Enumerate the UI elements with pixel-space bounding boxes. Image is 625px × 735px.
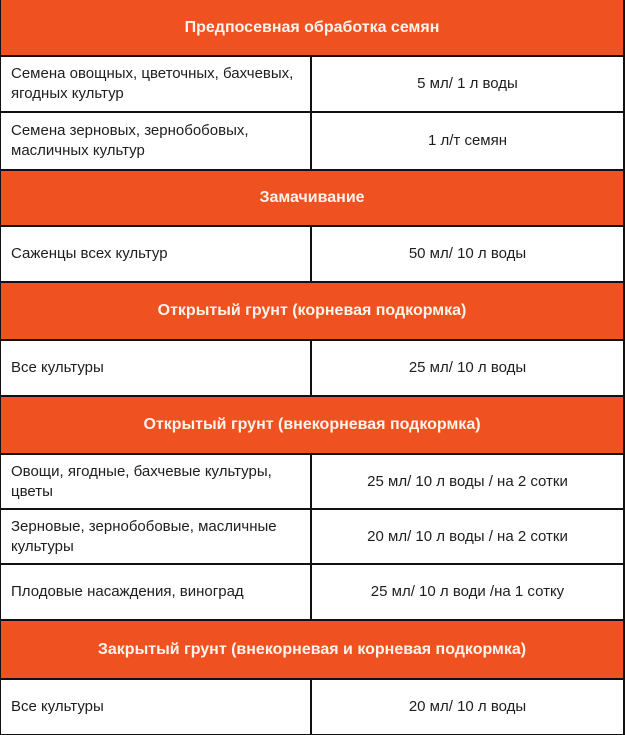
table-row bbox=[1, 680, 623, 734]
table-row bbox=[1, 565, 623, 621]
culture-cell: Все культуры bbox=[1, 341, 312, 395]
culture-cell: Зерновые, зернобобовые, масличные культуры bbox=[1, 510, 312, 563]
culture-cell: Семена овощных, цветочных, бахчевых, ягодных культур bbox=[1, 57, 312, 111]
table-row bbox=[1, 57, 623, 113]
section-header-open-ground-foliar bbox=[1, 397, 623, 455]
section-title: Закрытый грунт (внекорневая и корневая подкормка) bbox=[97, 640, 527, 658]
table-row bbox=[1, 510, 623, 565]
dose-cell: 5 мл/ 1 л воды bbox=[417, 75, 518, 92]
section-title: Замачивание bbox=[259, 189, 365, 206]
section-header-soaking bbox=[1, 171, 623, 227]
table-row bbox=[1, 341, 623, 397]
section-title: Открытый грунт (корневая подкормка) bbox=[157, 302, 467, 319]
section-header-open-ground-root bbox=[1, 283, 623, 341]
dose-cell: 1 л/т семян bbox=[427, 132, 508, 149]
dose-cell: 25 мл/ 10 л води /на 1 сотку bbox=[370, 583, 565, 600]
dose-cell: 50 мл/ 10 л воды bbox=[408, 245, 527, 262]
culture-cell: Все культуры bbox=[1, 680, 312, 734]
culture-cell: Овощи, ягодные, бахчевые культуры, цветы bbox=[1, 455, 312, 508]
dose-cell: 25 мл/ 10 л воды / на 2 сотки bbox=[367, 472, 568, 490]
table-row bbox=[1, 113, 623, 171]
table-row bbox=[1, 455, 623, 510]
dose-cell: 25 мл/ 10 л воды bbox=[408, 359, 527, 376]
culture-cell: Саженцы всех культур bbox=[1, 227, 312, 281]
section-header-seed-treatment bbox=[1, 0, 623, 57]
dose-cell: 20 мл/ 10 л воды bbox=[408, 698, 527, 715]
section-title: Открытый грунт (внекорневая подкормка) bbox=[143, 416, 481, 433]
section-header-closed-ground bbox=[1, 621, 623, 680]
table-row bbox=[1, 227, 623, 283]
section-title: Предпосевная обработка семян bbox=[184, 18, 440, 36]
dose-cell: 20 мл/ 10 л воды / на 2 сотки bbox=[367, 527, 568, 545]
culture-cell: Плодовые насаждения, виноград bbox=[1, 565, 312, 619]
culture-cell: Семена зерновых, зернобобовых, масличных культур bbox=[1, 113, 312, 169]
